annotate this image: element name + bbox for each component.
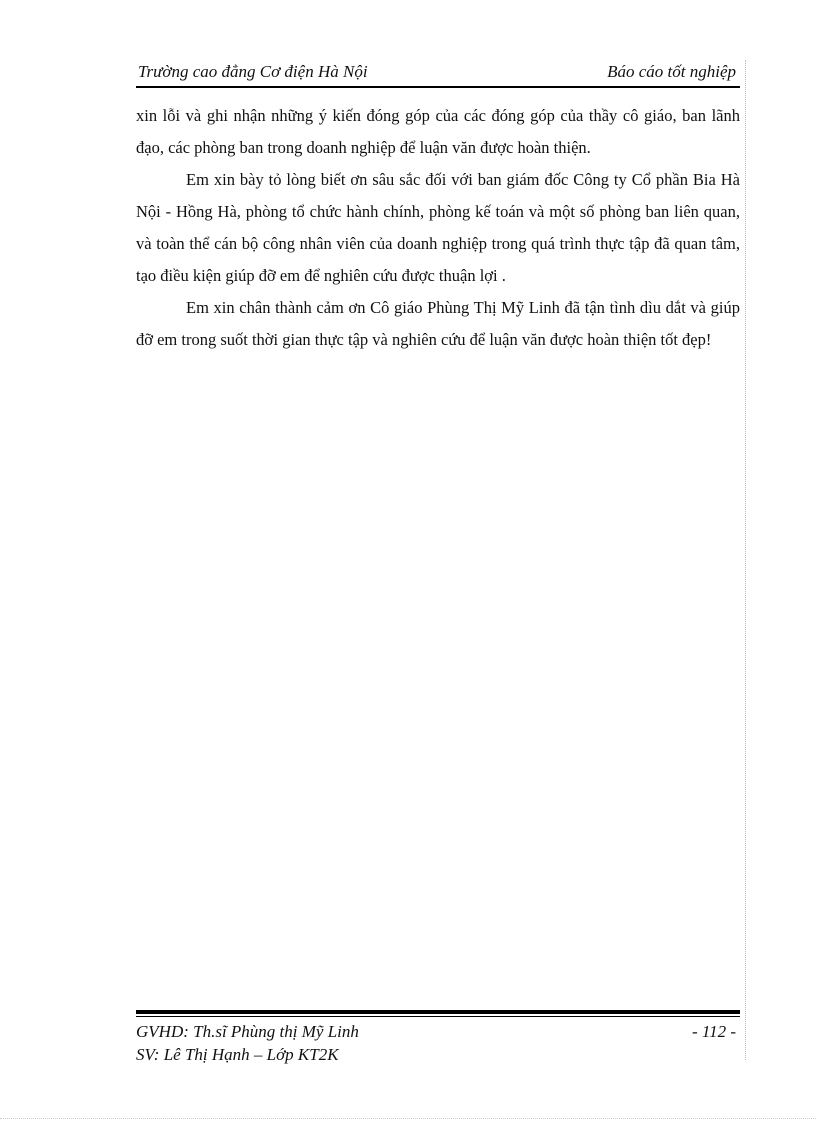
paragraph-1: xin lỗi và ghi nhận những ý kiến đóng góp của các đóng góp của thầy cô giáo, ban lãnh đạo, các phòng ban trong doanh nghiệp để luận văn được hoàn thiện.: [136, 106, 740, 157]
footer-advisor: GVHD: Th.sĩ Phùng thị Mỹ Linh: [136, 1022, 359, 1041]
footer-divider-thick: [136, 1010, 740, 1014]
header-report-title: Báo cáo tốt nghiệp: [607, 62, 736, 81]
page-number: - 112 -: [691, 1022, 736, 1041]
header-divider: [136, 86, 740, 88]
footer-divider-thin: [136, 1016, 740, 1017]
document-body: [136, 100, 740, 356]
header-school-name: Trường cao đẳng Cơ điện Hà Nội: [138, 62, 368, 81]
footer-student: SV: Lê Thị Hạnh – Lớp KT2K: [136, 1045, 339, 1064]
paragraph-2: Em xin bày tỏ lòng biết ơn sâu sắc đối với ban giám đốc Công ty Cổ phần Bia Hà Nội - Hồng Hà, phòng tổ chức hành chính, phòng kế toán và một số phòng ban liên quan, và toàn thể cán bộ công nhân viên của doanh nghiệp trong quá trình thực tập đã quan tâm, tạo điều kiện giúp đỡ em để nghiên cứu được thuận lợi .: [136, 170, 740, 285]
page-bottom-edge: [0, 1118, 816, 1119]
page-header: [136, 60, 740, 86]
page-footer: [136, 1020, 740, 1066]
page-border-shadow: [742, 60, 746, 1060]
paragraph-3: Em xin chân thành cảm ơn Cô giáo Phùng Thị Mỹ Linh đã tận tình dìu dắt và giúp đỡ em trong suốt thời gian thực tập và nghiên cứu để luận văn được hoàn thiện tốt đẹp!: [136, 298, 740, 349]
